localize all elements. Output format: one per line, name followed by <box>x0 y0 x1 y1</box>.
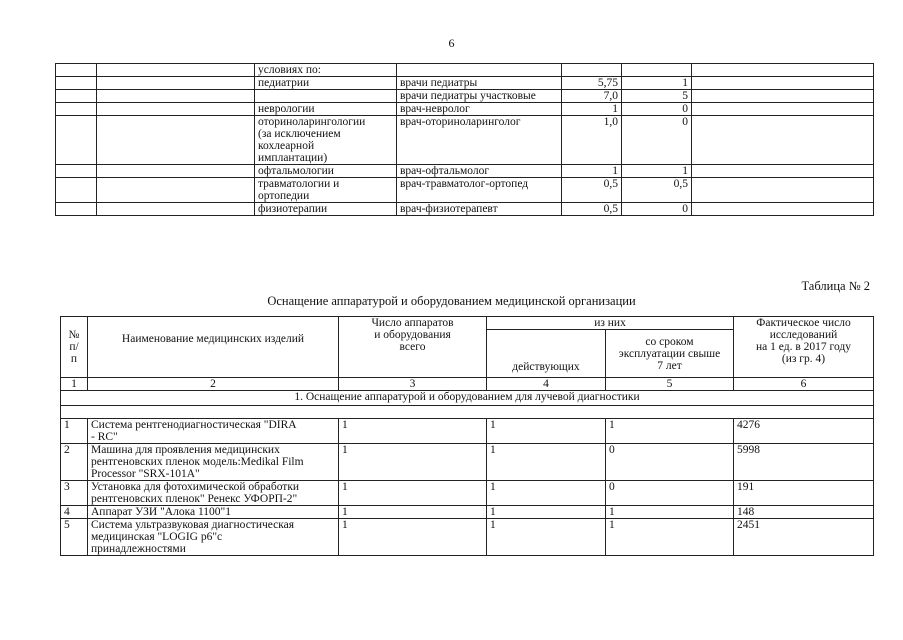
table-row <box>56 116 874 165</box>
value-b-cell: 1 <box>622 77 692 90</box>
name-line: Аппарат УЗИ "Алока 1100"1 <box>91 506 232 518</box>
doctor-cell: врач-офтальмолог <box>397 165 562 178</box>
row-number: 5 <box>61 519 88 556</box>
header-line: п <box>70 353 78 365</box>
table-row <box>61 481 874 506</box>
area-line: оториноларингологии <box>258 116 366 128</box>
col-number: 2 <box>88 378 339 391</box>
table-row <box>56 90 874 103</box>
header-fact <box>734 317 874 378</box>
header-working: действующих <box>487 330 606 378</box>
name-line: - RC" <box>91 431 118 443</box>
old-cell: 0 <box>606 444 734 481</box>
header-old <box>606 330 734 378</box>
table-row <box>56 77 874 90</box>
area-cell: педиатрии <box>255 77 397 90</box>
equipment-table <box>60 316 874 556</box>
value-a-cell: 7,0 <box>562 90 622 103</box>
value-b-cell: 0 <box>622 103 692 116</box>
page-number: 6 <box>448 36 455 50</box>
header-line: всего <box>399 341 426 353</box>
device-name <box>88 481 339 506</box>
table-row <box>56 178 874 203</box>
header-line: 7 лет <box>657 359 682 372</box>
row-number: 2 <box>61 444 88 481</box>
fact-cell: 148 <box>734 506 874 519</box>
doctor-cell: врач-оториноларинголог <box>397 116 562 165</box>
col-number: 4 <box>487 378 606 391</box>
device-name <box>88 506 339 519</box>
header-line: на 1 ед. в 2017 году <box>756 341 851 353</box>
total-cell: 1 <box>339 481 487 506</box>
area-cell <box>255 178 397 203</box>
header-line: (из гр. 4) <box>781 353 826 365</box>
doctor-cell: врач-невролог <box>397 103 562 116</box>
working-cell: 1 <box>487 506 606 519</box>
header-line: Фактическое число <box>756 317 851 329</box>
col-number: 5 <box>606 378 734 391</box>
device-name <box>88 444 339 481</box>
device-name <box>88 519 339 556</box>
area-cell <box>255 116 397 165</box>
row-number: 4 <box>61 506 88 519</box>
header-name: Наименование медицинских изделий <box>88 317 339 378</box>
value-a-cell: 1 <box>562 165 622 178</box>
header-line: Число аппаратов <box>371 317 454 329</box>
working-cell: 1 <box>487 419 606 444</box>
column-number-row <box>61 378 874 391</box>
value-b-cell: 0,5 <box>622 178 692 203</box>
header-of-them: из них <box>487 317 734 330</box>
value-b-cell: 0 <box>622 203 692 216</box>
name-line: медицинская "LOGIG p6"с <box>91 531 223 543</box>
name-line: Установка для фотохимической обработки <box>91 481 300 493</box>
area-line: травматологии и <box>258 178 340 190</box>
area-line: кохлеарной <box>258 140 315 152</box>
table-label: Таблица № 2 <box>801 279 870 293</box>
fact-cell: 4276 <box>734 419 874 444</box>
table-row <box>61 519 874 556</box>
value-a-cell: 1,0 <box>562 116 622 165</box>
old-cell: 1 <box>606 506 734 519</box>
header-num <box>61 317 88 378</box>
table-row <box>61 419 874 444</box>
doctor-cell: врачи педиатры участковые <box>397 90 562 103</box>
name-line: Processor "SRX-101A" <box>91 468 200 480</box>
old-cell: 0 <box>606 481 734 506</box>
table-row <box>61 444 874 481</box>
area-cell: физиотерапии <box>255 203 397 216</box>
section-title: 1. Оснащение аппаратурой и оборудованием для лучевой диагностики <box>61 391 874 406</box>
row-number: 3 <box>61 481 88 506</box>
working-cell: 1 <box>487 519 606 556</box>
section-row <box>61 391 874 406</box>
table-row <box>56 165 874 178</box>
header-line: п/ <box>69 341 79 353</box>
area-cell: условиях по: <box>255 64 397 77</box>
name-line: Машина для проявления медицинских <box>91 444 280 456</box>
value-b-cell: 1 <box>622 165 692 178</box>
fact-cell: 191 <box>734 481 874 506</box>
row-number: 1 <box>61 419 88 444</box>
table-title: Оснащение аппаратурой и оборудованием медицинской организации <box>267 294 636 308</box>
col-number: 3 <box>339 378 487 391</box>
total-cell: 1 <box>339 444 487 481</box>
area-cell: офтальмологии <box>255 165 397 178</box>
table-row <box>56 103 874 116</box>
header-line: № <box>68 329 80 341</box>
working-cell: 1 <box>487 481 606 506</box>
doctor-cell: врач-физиотерапевт <box>397 203 562 216</box>
table-row <box>56 64 874 77</box>
name-line: рентгеновских пленок" Ренекс УФОРП-2" <box>91 493 298 505</box>
value-a-cell: 0,5 <box>562 203 622 216</box>
fact-cell: 5998 <box>734 444 874 481</box>
value-b-cell: 0 <box>622 116 692 165</box>
name-line: рентгеновских пленок модель:Medikal Film <box>91 456 304 468</box>
spacer-row <box>61 406 874 419</box>
working-cell: 1 <box>487 444 606 481</box>
doctor-cell: врач-травматолог-ортопед <box>397 178 562 203</box>
header-line: со сроком <box>645 335 694 348</box>
doctor-cell: врачи педиатры <box>397 77 562 90</box>
value-a-cell: 1 <box>562 103 622 116</box>
device-name <box>88 419 339 444</box>
total-cell: 1 <box>339 519 487 556</box>
name-line: принадлежностями <box>91 543 186 555</box>
total-cell: 1 <box>339 506 487 519</box>
name-line: Система рентгенодиагностическая "DIRA <box>91 419 297 431</box>
total-cell: 1 <box>339 419 487 444</box>
area-cell: неврологии <box>255 103 397 116</box>
area-line: (за исключением <box>258 128 341 140</box>
value-b-cell: 5 <box>622 90 692 103</box>
staff-table <box>55 63 874 216</box>
fact-cell: 2451 <box>734 519 874 556</box>
header-count <box>339 317 487 378</box>
table-row <box>61 506 874 519</box>
area-line: имплантации) <box>258 152 328 164</box>
header-line: и оборудования <box>374 329 451 341</box>
col-number: 6 <box>734 378 874 391</box>
area-line: ортопедии <box>258 190 310 202</box>
name-line: Система ультразвуковая диагностическая <box>91 519 295 531</box>
header-line: эксплуатации свыше <box>618 347 721 360</box>
value-a-cell: 0,5 <box>562 178 622 203</box>
old-cell: 1 <box>606 519 734 556</box>
header-line: исследований <box>769 329 838 341</box>
col-number: 1 <box>61 378 88 391</box>
old-cell: 1 <box>606 419 734 444</box>
header-row <box>61 317 874 330</box>
table-row <box>56 203 874 216</box>
value-a-cell: 5,75 <box>562 77 622 90</box>
empty-cell <box>61 406 874 419</box>
